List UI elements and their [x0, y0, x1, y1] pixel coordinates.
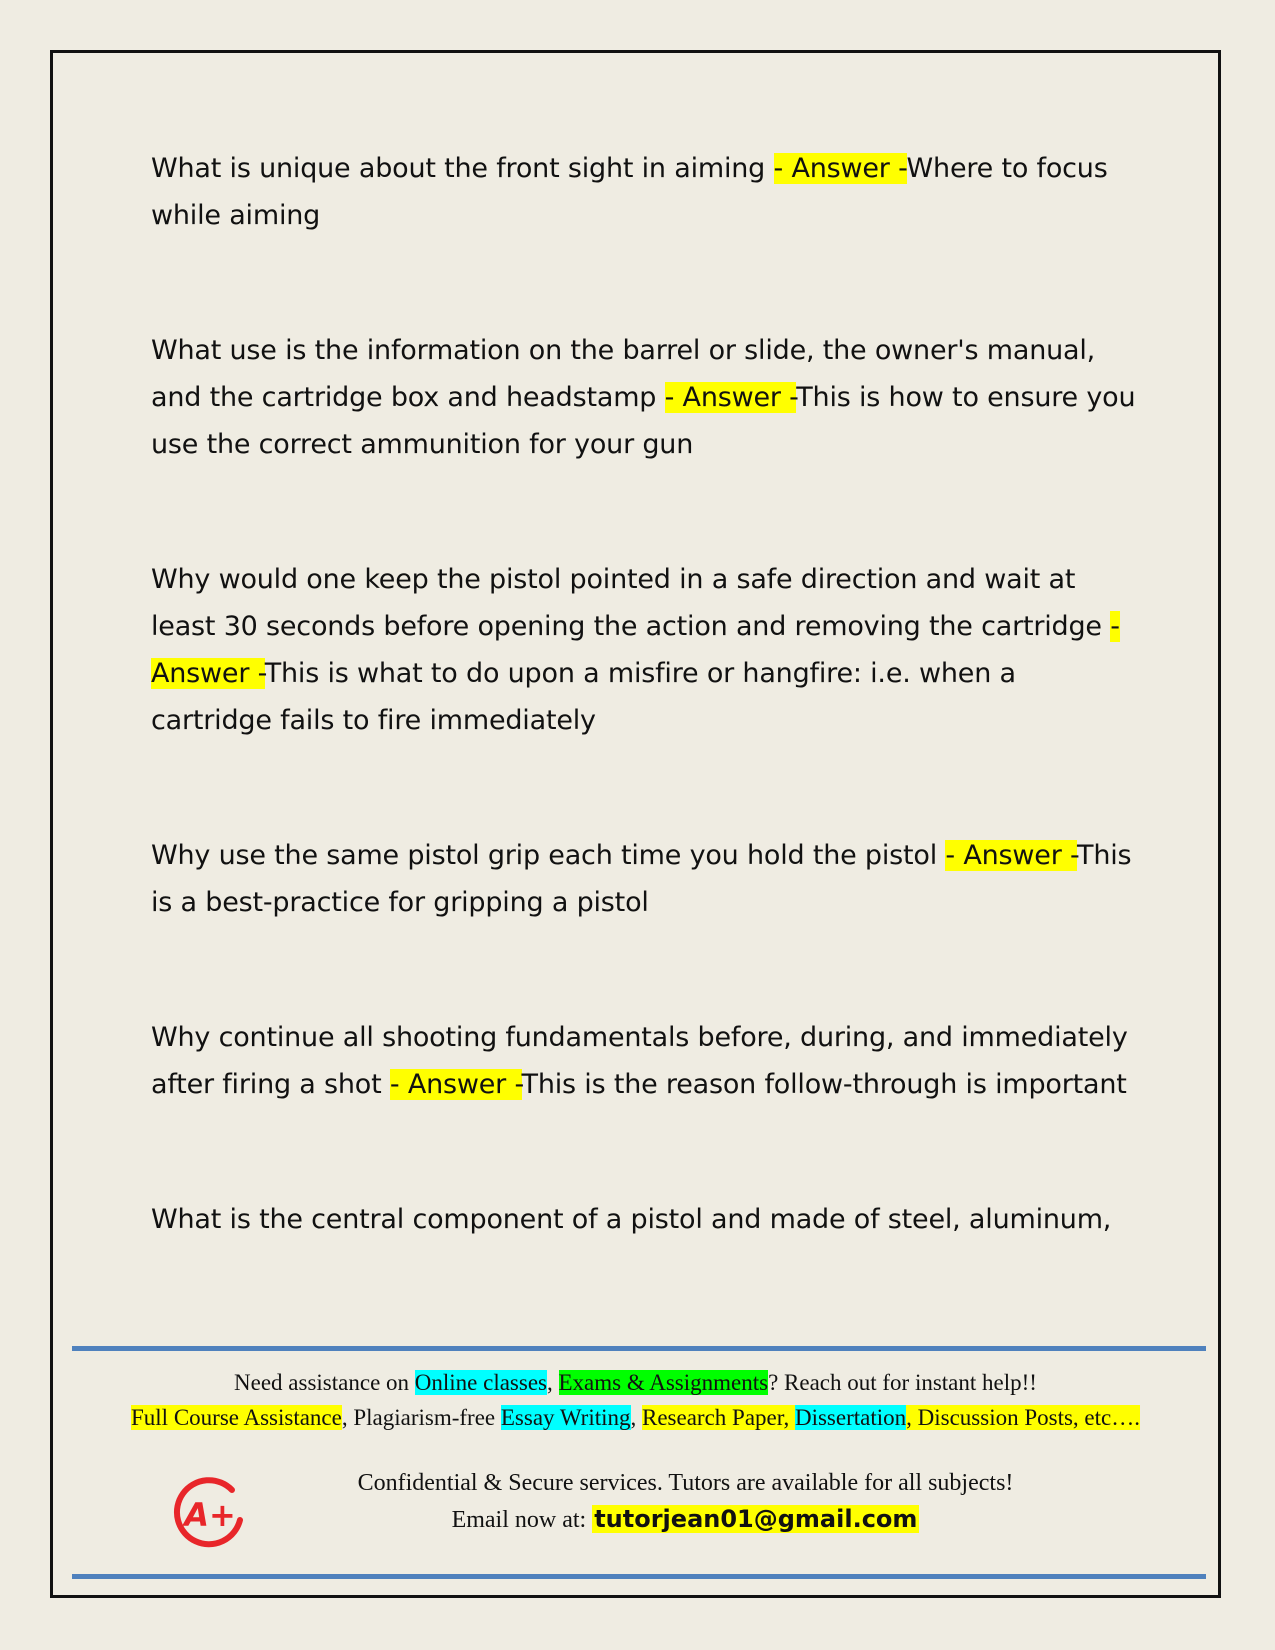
email-label: Email now at: — [451, 1507, 593, 1533]
full-course-highlight: Full Course Assistance — [131, 1405, 342, 1430]
question-text: What is the central component of a pistol and made of steel, aluminum, — [151, 1204, 1112, 1235]
footer-bottom-rule — [72, 1574, 1206, 1579]
footer-text: , — [630, 1405, 642, 1430]
dissertation-highlight: Dissertation — [794, 1405, 907, 1430]
question-text: What is unique about the front sight in aiming — [151, 153, 774, 184]
answer-marker: - Answer - — [773, 153, 907, 184]
footer-line-3: Confidential & Secure services. Tutors are available for all subjects! — [357, 1470, 1014, 1496]
footer-top-rule — [72, 1346, 1206, 1351]
question-text: Why use the same pistol grip each time you hold the pistol — [151, 840, 946, 871]
qa-item — [151, 832, 1141, 926]
answer-marker: - Answer - — [151, 611, 1120, 689]
answer-text: Where to focus while aiming — [151, 153, 1108, 231]
footer-line-2 — [50, 1405, 1221, 1431]
qa-item — [151, 1196, 1141, 1243]
exams-assignments-highlight: Exams & Assignments — [558, 1370, 769, 1395]
email-address: tutorjean01@gmail.com — [594, 1505, 918, 1533]
footer-text: Need assistance on — [234, 1370, 415, 1395]
qa-item — [151, 145, 1141, 239]
footer-text: ? Reach out for instant help!! — [768, 1370, 1037, 1395]
discussion-posts-highlight: , Discussion Posts, etc…. — [906, 1405, 1140, 1430]
footer-line-4 — [100, 1505, 1271, 1534]
qa-item — [151, 1014, 1141, 1108]
logo-text: A+ — [184, 1496, 236, 1534]
answer-text: This is the reason follow-through is important — [521, 1069, 1127, 1100]
answer-text: This is how to ensure you use the correct ammunition for your gun — [151, 382, 1136, 460]
qa-list — [151, 145, 1141, 1331]
answer-text: This is what to do upon a misfire or hangfire: i.e. when a cartridge fails to fire immediately — [151, 658, 1016, 736]
answer-marker: - Answer - — [945, 840, 1078, 871]
essay-writing-highlight: Essay Writing — [500, 1405, 631, 1430]
footer-line-1 — [50, 1370, 1221, 1396]
qa-item — [151, 327, 1141, 468]
question-text: Why would one keep the pistol pointed in a safe direction and wait at least 30 seconds before opening the action and removing the cartridge — [151, 564, 1111, 642]
research-paper-highlight: Research Paper, — [642, 1405, 795, 1430]
online-classes-highlight: Online classes — [414, 1370, 547, 1395]
answer-marker: - Answer - — [389, 1069, 522, 1100]
footer-text: , Plagiarism-free — [341, 1405, 501, 1430]
question-text: What use is the information on the barrel or slide, the owner's manual, and the cartridge box and headstamp — [151, 335, 1096, 413]
answer-marker: - Answer - — [664, 382, 797, 413]
footer-text: , — [547, 1370, 559, 1395]
question-text: Why continue all shooting fundamentals before, during, and immediately after firing a shot — [151, 1022, 1128, 1100]
answer-text: This is a best-practice for gripping a pistol — [151, 840, 1132, 918]
qa-item — [151, 556, 1141, 744]
